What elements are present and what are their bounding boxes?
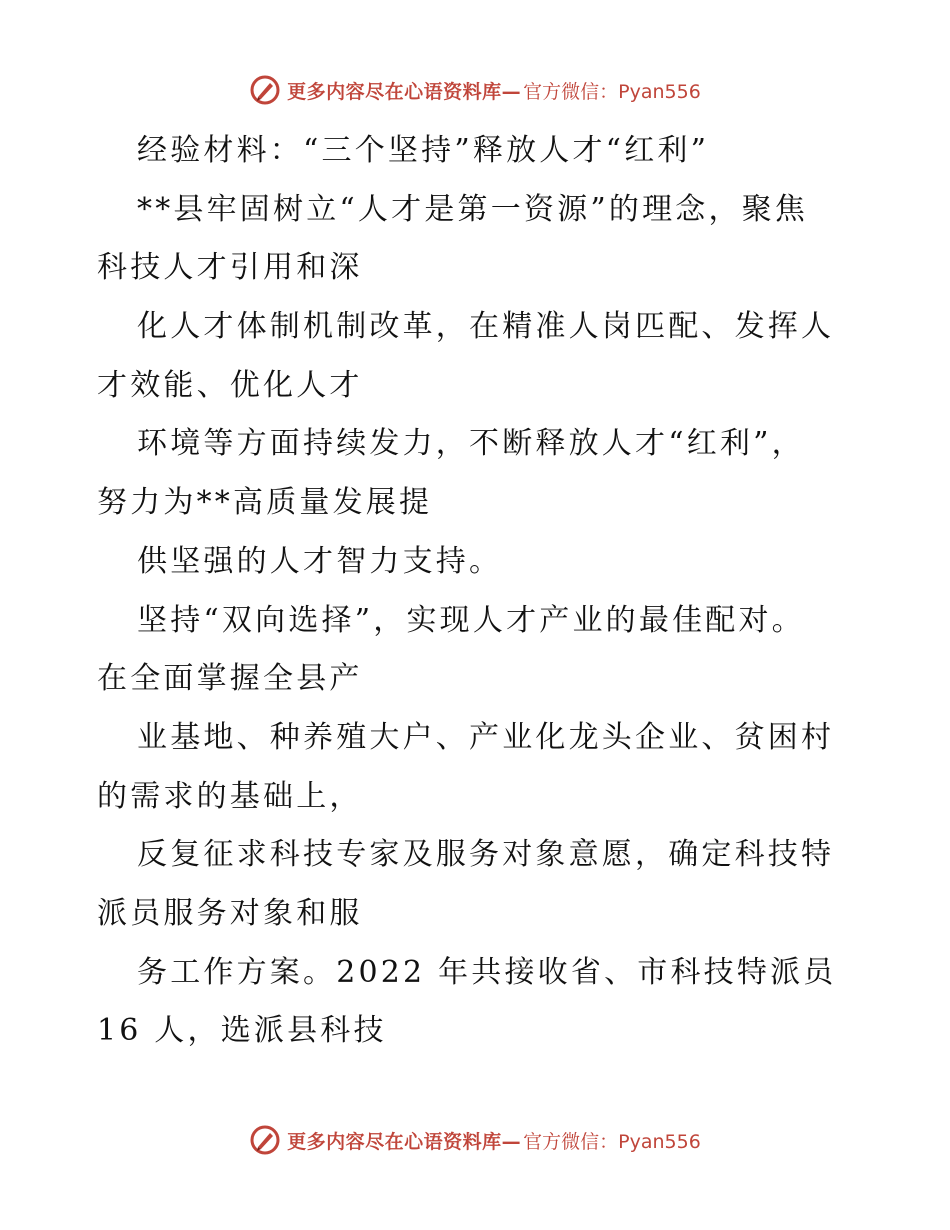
text-line: 派员服务对象和服 (97, 895, 363, 931)
header-banner (0, 70, 950, 110)
banner-wechat: 官方微信：Pyan556 (523, 1130, 701, 1153)
banner-wechat: 官方微信：Pyan556 (523, 80, 701, 103)
text-line: 经验材料：“三个坚持”释放人才“红利” (137, 133, 710, 168)
text-line: 才效能、优化人才 (97, 367, 363, 403)
text-line: 努力为**高质量发展提 (97, 485, 433, 521)
pen-seal-icon (249, 74, 281, 106)
text-line: **县牢固树立“人才是第一资源”的理念，聚焦 (137, 191, 809, 227)
text-line: 反复征求科技专家及服务对象意愿，确定科技特 (137, 837, 835, 873)
document-body (97, 122, 857, 1061)
text-line: 的需求的基础上， (97, 778, 363, 814)
footer-banner (0, 1120, 950, 1160)
text-line: 供坚强的人才智力支持。 (137, 543, 503, 579)
banner-text: 更多内容尽在心语资料库— (287, 80, 522, 103)
banner-text: 更多内容尽在心语资料库— (287, 1130, 522, 1153)
pen-seal-icon (249, 1124, 281, 1156)
text-line: 业基地、种养殖大户、产业化龙头企业、贫困村 (137, 719, 835, 755)
text-line: 坚持“双向选择”，实现人才产业的最佳配对。 (137, 602, 805, 638)
text-line: 环境等方面持续发力，不断释放人才“红利”， (137, 426, 805, 462)
text-line: 化人才体制机制改革，在精准人岗匹配、发挥人 (137, 309, 835, 345)
text-line: 务工作方案。2022 年共接收省、市科技特派员 (137, 954, 837, 990)
text-line: 在全面掌握全县产 (97, 661, 363, 697)
text-line: 科技人才引用和深 (97, 250, 363, 286)
text-line: 16 人，选派县科技 (97, 1013, 387, 1049)
